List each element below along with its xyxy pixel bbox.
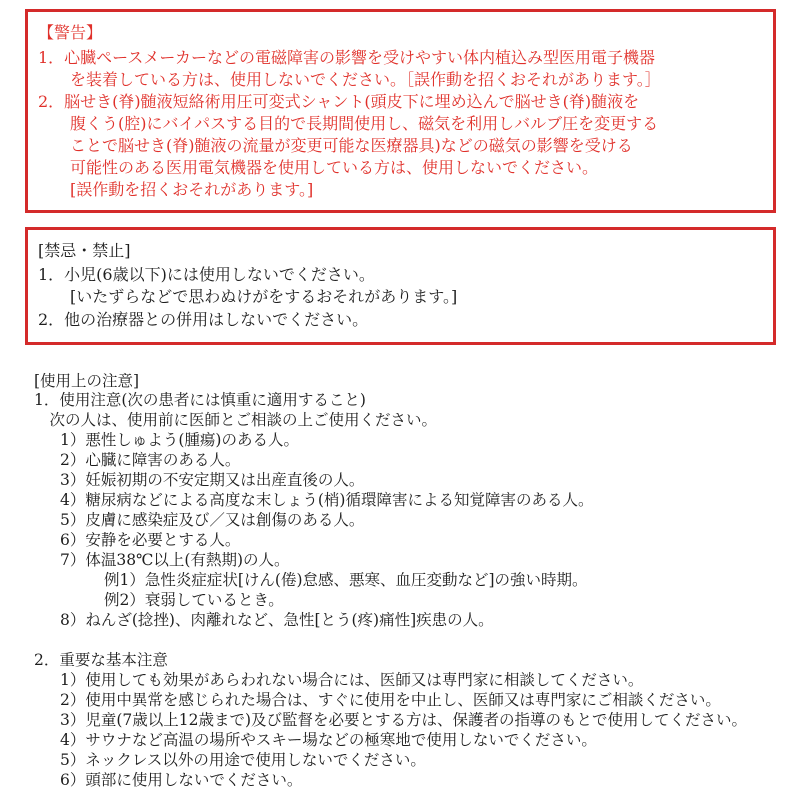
precautions-heading: [使用上の注意] — [34, 372, 140, 390]
warning-line: 1．心臓ペースメーカーなどの電磁障害の影響を受けやすい体内植込み型医用電子機器 — [38, 48, 656, 67]
warning-line: 可能性のある医用電気機器を使用している方は、使用しないでください。 — [38, 158, 599, 177]
section1-intro: 次の人は、使用前に医師とご相談の上ご使用ください。 — [34, 411, 438, 429]
warning-line: ことで脳せき(脊)髄液の流量が変更可能な医療器具)などの磁気の影響を受ける — [38, 136, 633, 155]
section2-item: 3）児童(7歳以上12歳まで)及び監督を必要とする方は、保護者の指導のもとで使用してください。 — [60, 711, 748, 729]
section1-item: 4）糖尿病などによる高度な末しょう(梢)循環障害による知覚障害のある人。 — [60, 491, 594, 509]
contraindication-line: 2．他の治療器との併用はしないでください。 — [38, 310, 369, 329]
section2-item: 1）使用しても効果があらわれない場合には、医師又は専門家に相談してください。 — [60, 671, 644, 689]
section2-item: 4）サウナなど高温の場所やスキー場などの極寒地で使用しないでください。 — [60, 731, 597, 749]
contraindication-line: [いたずらなどで思わぬけがをするおそれがあります。] — [38, 287, 458, 306]
contraindication-heading: [禁忌・禁止] — [38, 241, 131, 260]
section2-title: 2．重要な基本注意 — [34, 651, 168, 669]
section1-example: 例2）衰弱しているとき。 — [104, 591, 284, 609]
warning-heading: 【警告】 — [38, 23, 103, 42]
section1-title: 1．使用注意(次の患者には慎重に適用すること) — [34, 391, 366, 409]
warning-line: 腹くう(腔)にバイパスする目的で長期間使用し、磁気を利用しバルブ圧を変更する — [38, 114, 659, 133]
section2-item: 6）頭部に使用しないでください。 — [60, 771, 303, 789]
section1-item: 3）妊娠初期の不安定期又は出産直後の人。 — [60, 471, 365, 489]
section1-item: 5）皮膚に感染症及び／又は創傷のある人。 — [60, 511, 365, 529]
section2-item: 2）使用中異常を感じられた場合は、すぐに使用を中止し、医師又は専門家にご相談ください。 — [60, 691, 721, 709]
warning-line: を装着している方は、使用しないでください。［誤作動を招くおそれがあります。］ — [38, 70, 661, 89]
contraindication-line: 1．小児(6歳以下)には使用しないでください。 — [38, 265, 375, 284]
section1-item: 8）ねんざ(捻挫)、肉離れなど、急性[とう(疼)痛性]疾患の人。 — [60, 611, 494, 629]
warning-line: 2．脳せき(脊)髄液短絡術用圧可変式シャント(頭皮下に埋め込んで脳せき(脊)髄液を — [38, 92, 640, 111]
warning-line: [誤作動を招くおそれがあります。] — [38, 180, 314, 199]
section1-example: 例1）急性炎症症状[けん(倦)怠感、悪寒、血圧変動など]の強い時期。 — [104, 571, 588, 589]
section1-item: 6）安静を必要とする人。 — [60, 531, 241, 549]
section1-item: 1）悪性しゅよう(腫瘍)のある人。 — [60, 431, 299, 449]
section1-item: 2）心臓に障害のある人。 — [60, 451, 241, 469]
section1-item: 7）体温38℃以上(有熱期)の人。 — [60, 551, 290, 569]
section2-item: 5）ネックレス以外の用途で使用しないでください。 — [60, 751, 426, 769]
